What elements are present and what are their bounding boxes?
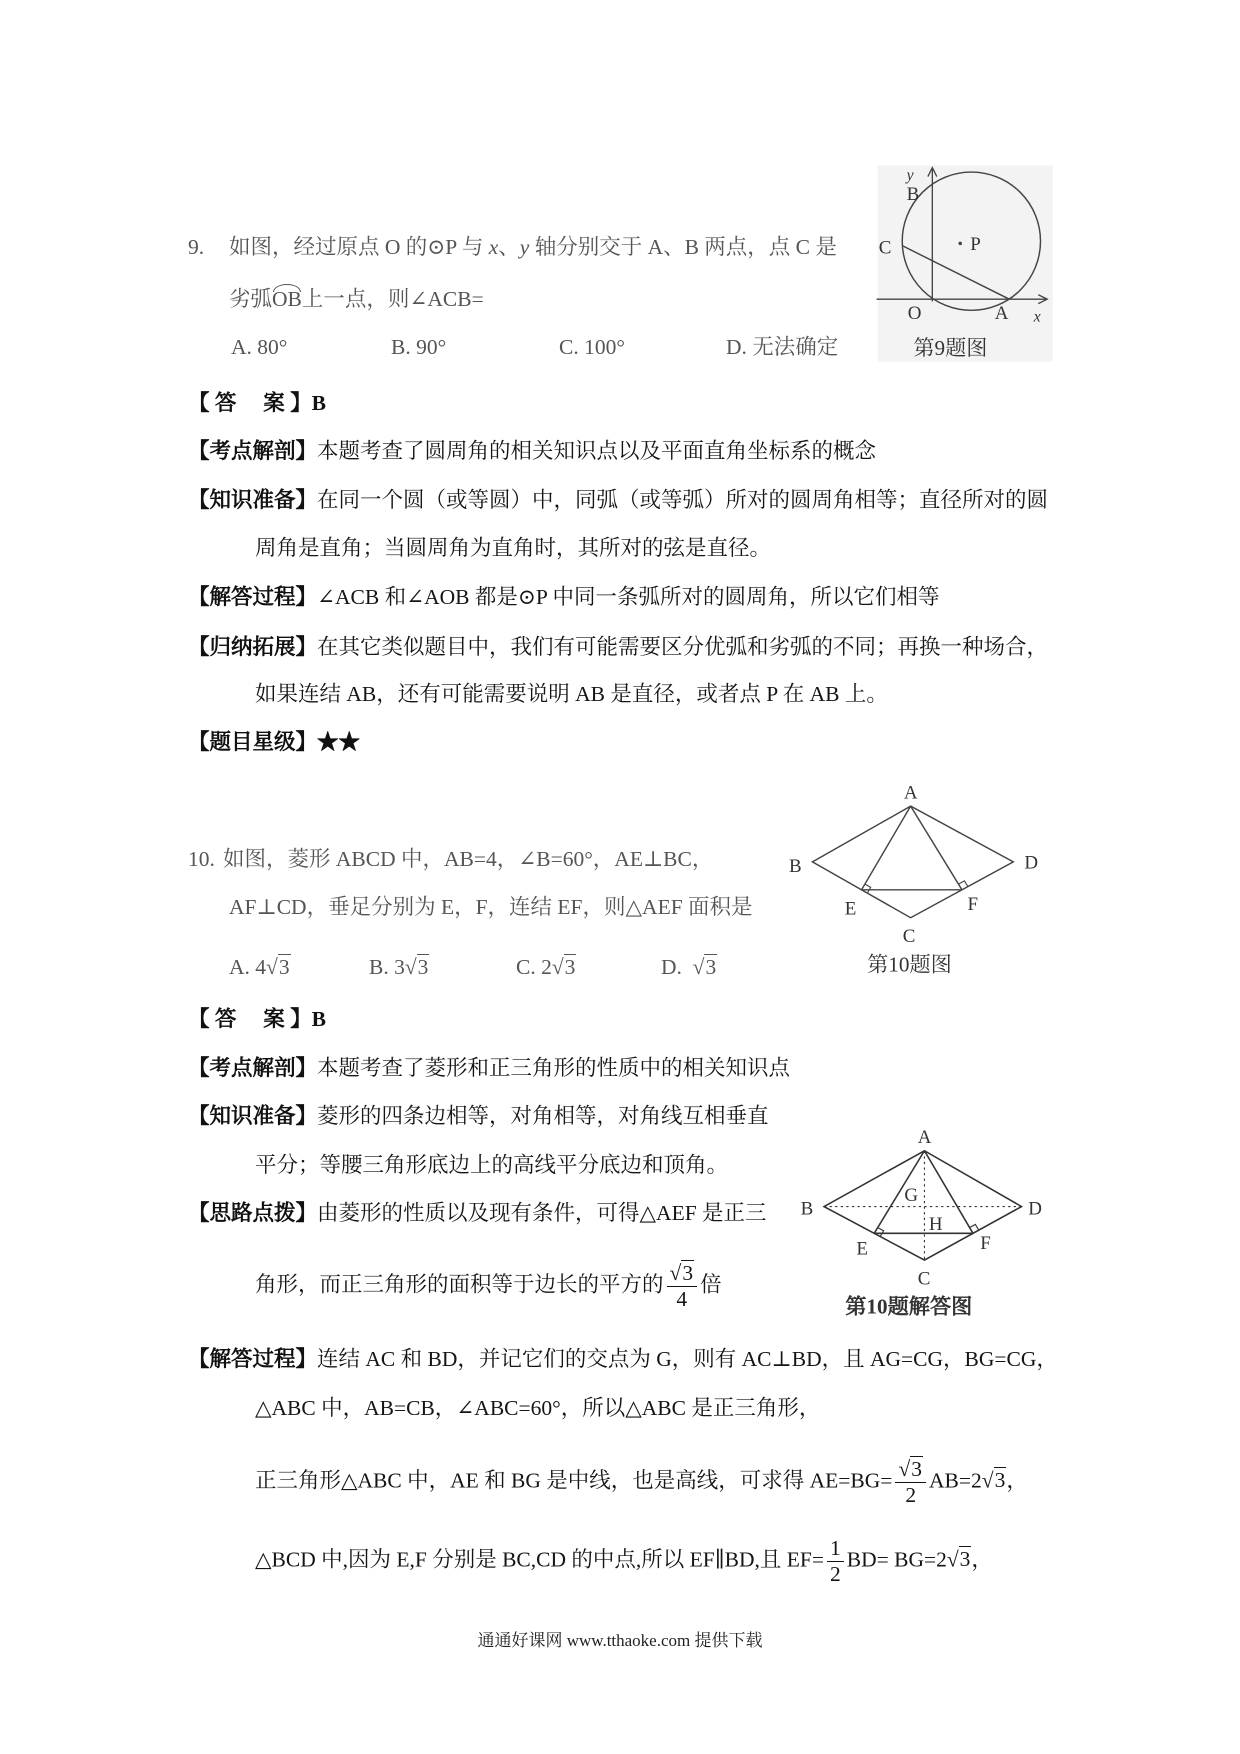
option-label: C. (516, 955, 536, 979)
process-text: ， (971, 1547, 993, 1572)
label-f: F (980, 1232, 991, 1254)
label-f: F (967, 893, 979, 915)
label-h: H (928, 1213, 943, 1235)
sqrt-sign: √ (551, 955, 564, 979)
q10-answer-figure (795, 1117, 1055, 1324)
figure-background (878, 165, 1053, 361)
knowledge-tag: 【知识准备】 (188, 488, 318, 512)
x-variable: x (488, 235, 499, 259)
sqrt-sign: √ (946, 1547, 959, 1572)
option-coefficient: 4 (255, 955, 267, 979)
answer-value: B (311, 391, 326, 415)
q10-option-a (229, 954, 291, 980)
radicand: 3 (417, 955, 429, 979)
q9-extension-continued: 如果连结 AB，还有可能需要说明 AB 是直径，或者点 P 在 AB 上。 (255, 682, 888, 706)
q10-hint-continued (255, 1261, 722, 1312)
q10-answer (188, 1006, 326, 1032)
label-o: O (907, 303, 922, 325)
analysis-tag: 【考点解剖】 (188, 1056, 318, 1080)
knowledge-text: 菱形的四条边相等，对角相等，对角线互相垂直 (317, 1104, 769, 1128)
hint-text: 由菱形的性质以及现有条件，可得△AEF 是正三 (317, 1201, 767, 1225)
fraction-1-over-2 (827, 1536, 844, 1587)
process-text: ， (1006, 1468, 1028, 1493)
answer-value: B (311, 1007, 326, 1031)
fraction-sqrt3-over-2 (895, 1457, 926, 1508)
sqrt-sign: √ (404, 955, 417, 979)
rhombus-abcd (812, 806, 1013, 918)
option-label: A. (229, 955, 250, 979)
option-coefficient: 2 (541, 955, 552, 979)
radicand: 3 (959, 1547, 971, 1572)
radicand: 3 (994, 1468, 1006, 1493)
extension-text: 在其它类似题目中，我们有可能需要区分优弧和劣弧的不同；再换一种场合， (317, 635, 1049, 659)
q10-process (188, 1346, 1058, 1372)
q10-option-b (369, 954, 429, 980)
hint-text: 倍 (700, 1272, 722, 1297)
label-e: E (856, 1238, 868, 1260)
q10-process-line-2: △ABC 中，AB=CB，∠ABC=60°，所以△ABC 是正三角形， (255, 1396, 821, 1420)
fraction-numerator (667, 1261, 698, 1287)
fraction-numerator (895, 1457, 926, 1483)
q9-option-c: C. 100° (559, 335, 625, 359)
rating-stars: ★★ (317, 730, 361, 754)
label-b: B (800, 1198, 814, 1220)
radicand: 3 (705, 955, 717, 979)
knowledge-text: 在同一个圆（或等圆）中，同弧（或等弧）所对的圆周角相等；直径所对的圆 (317, 488, 1049, 512)
center-point-p (958, 242, 962, 246)
q10-analysis (188, 1055, 790, 1081)
q10-process-line-3 (255, 1457, 1028, 1508)
q9-figure (871, 162, 1055, 365)
segment-af (911, 806, 962, 890)
option-label: D. (661, 955, 682, 979)
q9-knowledge (188, 487, 1048, 513)
q9-extension (188, 634, 1048, 660)
q9-process (188, 584, 939, 610)
option-coefficient: 3 (394, 955, 405, 979)
label-p: P (970, 234, 981, 256)
sqrt-sign: √ (981, 1468, 994, 1493)
label-a: A (994, 303, 1009, 325)
fraction-sqrt3-over-4 (667, 1261, 698, 1312)
q9-rating (188, 729, 360, 755)
process-text: 连结 AC 和 BD，并记它们的交点为 G，则有 AC⊥BD，且 AG=CG，BG=CG， (317, 1347, 1058, 1371)
knowledge-tag: 【知识准备】 (188, 1104, 318, 1128)
label-c: C (917, 1268, 931, 1290)
q9-stem-line-2 (229, 286, 484, 312)
process-tag: 【解答过程】 (188, 585, 318, 609)
q10-figure (782, 776, 1056, 988)
label-a: A (917, 1126, 932, 1148)
q10-hint (188, 1200, 767, 1226)
label-a: A (903, 782, 918, 804)
q10-stem-line-1: 如图，菱形 ABCD 中，AB=4，∠B=60°，AE⊥BC， (223, 847, 714, 871)
sqrt-sign: √ (692, 955, 705, 979)
label-d: D (1024, 852, 1039, 874)
arc-ob: OB (272, 287, 302, 311)
label-x: x (1033, 308, 1041, 326)
figure-caption: 第10题图 (867, 952, 952, 977)
extension-tag: 【归纳拓展】 (188, 635, 318, 659)
q9-option-b: B. 90° (391, 335, 447, 359)
process-text: ∠ACB 和∠AOB 都是⊙P 中同一条弧所对的圆周角，所以它们相等 (317, 585, 940, 609)
label-d: D (1028, 1198, 1042, 1220)
q10-process-line-4 (255, 1536, 993, 1587)
rating-tag: 【题目星级】 (188, 730, 318, 754)
fraction-denominator: 2 (905, 1483, 917, 1507)
q9-stem-text: 、 (498, 235, 520, 259)
q9-stem-text: 上一点，则∠ACB= (301, 287, 484, 311)
y-variable: y (519, 235, 530, 259)
q9-answer (188, 390, 326, 416)
answer-tag: 【 答 案 】 (188, 1007, 312, 1031)
label-b: B (906, 183, 920, 205)
hint-tag: 【思路点拨】 (188, 1201, 318, 1225)
label-g: G (904, 1184, 919, 1206)
hint-text: 角形，而正三角形的面积等于边长的平方的 (255, 1272, 664, 1297)
analysis-text: 本题考查了菱形和正三角形的性质中的相关知识点 (317, 1056, 791, 1080)
process-text: AB=2 (929, 1468, 982, 1493)
process-text: BD= BG=2 (846, 1547, 947, 1572)
q10-option-c (516, 954, 576, 980)
radicand: 3 (911, 1457, 922, 1481)
sqrt-sign: √ (266, 955, 278, 979)
process-text: △BCD 中,因为 E,F 分别是 BC,CD 的中点,所以 EF∥BD,且 EF= (255, 1547, 824, 1572)
q10-knowledge (188, 1103, 769, 1129)
label-b: B (789, 855, 802, 877)
label-c: C (878, 237, 892, 259)
q10-knowledge-continued: 平分；等腰三角形底边上的高线平分底边和顶角。 (255, 1153, 729, 1177)
label-c: C (902, 926, 916, 948)
analysis-text: 本题考查了圆周角的相关知识点以及平面直角坐标系的概念 (317, 439, 877, 463)
figure-caption: 第10题解答图 (845, 1294, 973, 1319)
q10-number: 10. (188, 847, 215, 871)
q9-number: 9. (188, 235, 205, 259)
label-e: E (844, 898, 857, 920)
q9-stem-text: 如图，经过原点 O 的⊙P 与 (229, 235, 489, 259)
page-footer: 通通好课网 www.tthaoke.com 提供下载 (477, 1631, 763, 1650)
q10-option-d (661, 954, 717, 980)
sqrt-sign: √ (898, 1457, 911, 1481)
fraction-denominator: 4 (676, 1287, 688, 1311)
fraction-denominator: 2 (830, 1562, 841, 1586)
answer-tag: 【 答 案 】 (188, 391, 312, 415)
fraction-numerator: 1 (827, 1536, 844, 1562)
label-y: y (906, 166, 914, 184)
sqrt-sign: √ (669, 1261, 682, 1285)
process-tag: 【解答过程】 (188, 1347, 318, 1371)
segment-ae (862, 806, 911, 890)
rhombus-abcd (824, 1151, 1022, 1260)
q9-stem-text: 劣弧 (229, 287, 273, 311)
q9-stem-text: 轴分别交于 A、B 两点，点 C 是 (529, 235, 837, 259)
q9-option-a: A. 80° (231, 335, 288, 359)
q9-option-d: D. 无法确定 (726, 335, 839, 359)
radicand: 3 (564, 955, 576, 979)
radicand: 3 (278, 955, 290, 979)
q9-knowledge-continued: 周角是直角；当圆周角为直角时，其所对的弦是直径。 (255, 536, 772, 560)
radicand: 3 (682, 1261, 694, 1285)
analysis-tag: 【考点解剖】 (188, 439, 318, 463)
q9-analysis (188, 438, 876, 464)
process-text: 正三角形△ABC 中，AE 和 BG 是中线，也是高线，可求得 AE=BG= (255, 1468, 893, 1493)
q9-stem-line-1 (229, 234, 837, 260)
q10-stem-line-2: AF⊥CD，垂足分别为 E，F，连结 EF，则△AEF 面积是 (229, 895, 753, 919)
figure-caption: 第9题图 (913, 335, 988, 360)
option-label: B. (369, 955, 389, 979)
